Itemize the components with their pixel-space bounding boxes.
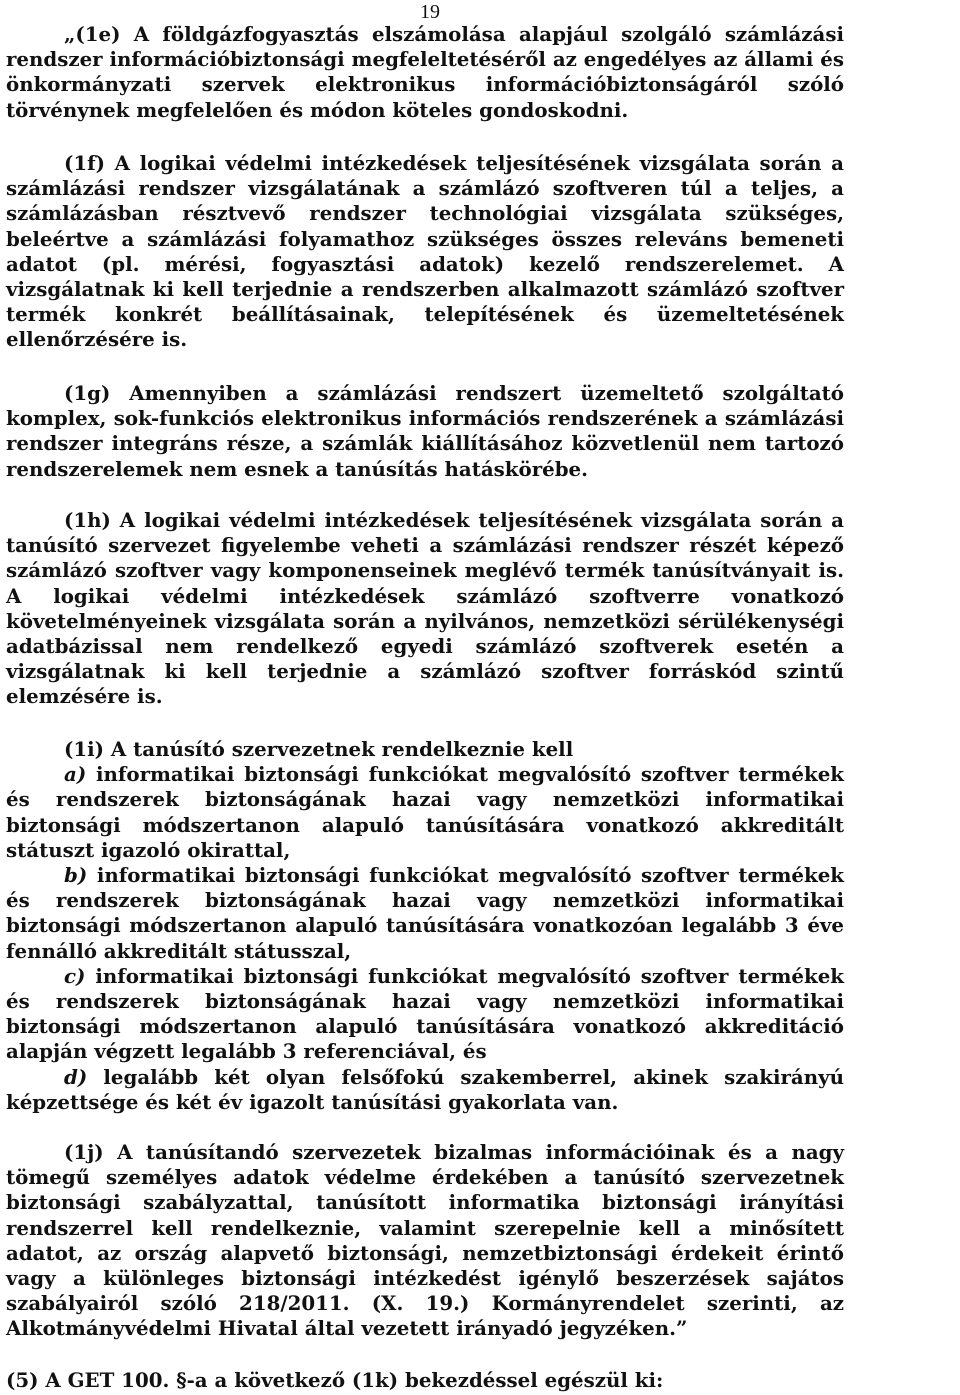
list-item-text: legalább két olyan felsőfokú szakemberrel, akinek szakirányú képzettsége és két év igazolt tanúsítási gyakorlata van. bbox=[6, 1064, 845, 1114]
paragraph-1j: (1j) A tanúsítandó szervezetek bizalmas információinak és a nagy tömegű személyes adatok védelme érdekében a tanúsító szervezetnek biztonsági szabályzattal, tanúsított informatika biztonsági irányítási rendszerrel kell rendelkeznie, valamint szerepelnie kell a minősített adatot, az ország alapvető biztonsági, nemzetbiztonsági érdekeit érintő vagy a különleges biztonsági intézkedést igénylő beszerzések sajátos szabályairól szóló 218/2011. (X. 19.) Kormányrendelet szerinti, az Alkotmányvédelmi Hivatal által vezetett irányadó jegyzéken.” bbox=[6, 1140, 844, 1341]
paragraph-1h: (1h) A logikai védelmi intézkedések teljesítésének vizsgálata során a tanúsító szervezet figyelembe veheti a számlázási rendszer részét képező számlázó szoftver vagy komponenseinek meglévő termék tanúsítványait is. A logikai védelmi intézkedések számlázó szoftverre vonatkozó követelményeinek vizsgálata során a nyilvános, nemzetközi sérülékenységi adatbázissal nem rendelkező egyedi számlázó szoftverek esetén a vizsgálatnak ki kell terjednie a számlázó szoftver forráskód szintű elemzésére is. bbox=[6, 508, 844, 709]
paragraph-1e: „(1e) A földgázfogyasztás elszámolása alapjául szolgáló számlázási rendszer információbiztonsági megfeleltetéséről az engedélyes az állami és önkormányzati szervek elektronikus információbiztonságáról szóló törvénynek megfelelően és módon köteles gondoskodni. bbox=[6, 22, 844, 122]
paragraph-1f: (1f) A logikai védelmi intézkedések teljesítésének vizsgálata során a számlázási rendszer vizsgálatának a számlázó szoftveren túl a teljes, a számlázásban résztvevő rendszer technológiai vizsgálata szükséges, beleértve a számlázási folyamathoz szükséges összes releváns bemeneti adatot (pl. mérési, fogyasztási adatok) kezelő rendszerelemet. A vizsgálatnak ki kell terjednie a rendszerben alkalmazott számlázó szoftver termék konkrét beállításainak, telepítésének és üzemeltetésének ellenőrzésére is. bbox=[6, 151, 844, 352]
list-item-text: informatikai biztonsági funkciókat megvalósító szoftver termékek és rendszerek biztonságának hazai vagy nemzetközi informatikai biztonsági módszertanon alapuló tanúsítására vonatkozóan legalább 3 éve fennálló akkreditált státusszal, bbox=[6, 863, 844, 963]
page-number: 19 bbox=[420, 1, 440, 23]
list-item-text: informatikai biztonsági funkciókat megvalósító szoftver termékek és rendszerek biztonságának hazai vagy nemzetközi informatikai biztonsági módszertanon alapuló tanúsítására vonatkozó akkreditált státuszt igazoló okirattal, bbox=[6, 762, 844, 862]
list-item-label: c) bbox=[64, 963, 86, 988]
list-item-b bbox=[6, 863, 844, 964]
list-item-label: b) bbox=[64, 863, 88, 888]
paragraph-5: (5) A GET 100. §-a a következő (1k) bekezdéssel egészül ki: bbox=[6, 1368, 664, 1392]
list-item-c bbox=[6, 964, 844, 1065]
paragraph-1g: (1g) Amennyiben a számlázási rendszert üzemeltető szolgáltató komplex, sok-funkciós elektronikus információs rendszerének a számlázási rendszer integráns része, a számlák kiállításához közvetlenül nem tartozó rendszerelemek nem esnek a tanúsítás hatáskörébe. bbox=[6, 381, 844, 481]
list-item-text: informatikai biztonsági funkciókat megvalósító szoftver termékek és rendszerek biztonságának hazai vagy nemzetközi informatikai biztonsági módszertanon alapuló tanúsítására vonatkozó akkreditáció alapján végzett legalább 3 referenciával, és bbox=[6, 963, 844, 1064]
list-item-a bbox=[6, 762, 844, 863]
paragraph-1i bbox=[6, 737, 844, 1115]
paragraph-1i-intro: (1i) A tanúsító szervezetnek rendelkeznie kell bbox=[64, 737, 574, 761]
list-item-label: a) bbox=[64, 762, 87, 787]
list-item-d bbox=[6, 1065, 844, 1115]
list-item-label: d) bbox=[64, 1064, 88, 1089]
